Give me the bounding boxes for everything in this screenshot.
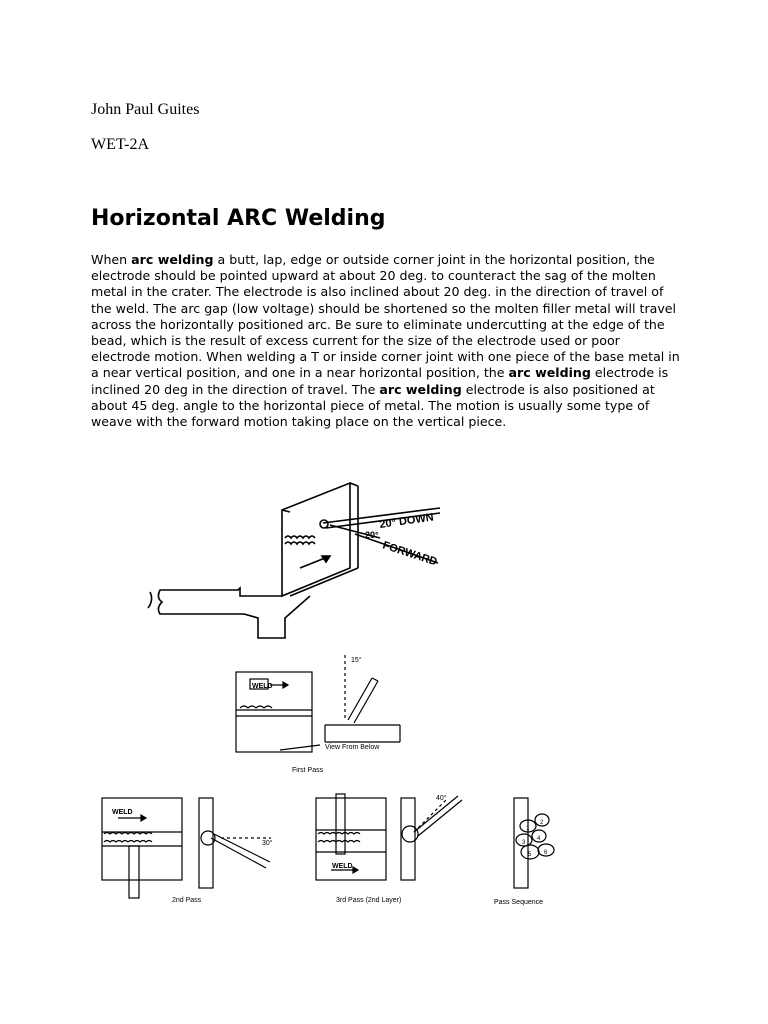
body-paragraph xyxy=(91,252,681,430)
label-20-down: 20° DOWN xyxy=(378,511,435,531)
weld-label-mid: WELD xyxy=(332,863,353,870)
weld-label-left: WELD xyxy=(112,809,133,816)
pass-number: 3 xyxy=(522,840,526,846)
text-run: electrode is inclined 20 deg in the direction of travel. The xyxy=(91,365,669,397)
course-code: WET-2A xyxy=(91,136,150,153)
weld-label: WELD xyxy=(252,683,273,690)
figure-passes xyxy=(96,790,566,915)
caption-first-pass: First Pass xyxy=(292,767,324,774)
figure-first-pass xyxy=(230,650,420,775)
pass-number: 2 xyxy=(540,820,544,826)
caption-second-pass: 2nd Pass xyxy=(172,897,202,904)
pass-number: 6 xyxy=(544,850,548,856)
bold-term: arc welding xyxy=(131,252,214,267)
figure-t-joint xyxy=(140,468,460,658)
text-run: electrode is also positioned at about 45 deg. angle to the horizontal piece of metal. The motion is usually some type of weave with the forward motion taking place on the vertical piece. xyxy=(91,381,655,430)
author-name: John Paul Guites xyxy=(91,101,200,118)
view-label: View From Below xyxy=(325,744,380,751)
text-run: When xyxy=(91,252,132,267)
angle-30: 30° xyxy=(262,840,273,847)
bold-term: arc welding xyxy=(379,381,462,397)
bold-term: arc welding xyxy=(508,365,591,381)
page-title: Horizontal ARC Welding xyxy=(91,206,386,231)
pass-number: 5 xyxy=(528,852,532,858)
text-run: a butt, lap, edge or outside corner joint in the horizontal position, the electrode should be pointed upward at about 20 deg. to counteract the sag of the molten metal in the crater. The electrode is also inclined about 20 deg. in the direction of travel of the weld. The arc gap (low voltage) should be shortened so the molten filler metal will travel across the horizontally positioned arc. Be sure to eliminate undercutting at the edge of the bead, which is the result of excess current for the size of the electrode used or poor electrode motion. When welding a T or inside corner joint with one piece of the base metal in a near vertical position, and one in a near horizontal position, the xyxy=(91,252,680,381)
pass-number: 4 xyxy=(537,836,541,842)
label-20-deg: 20° xyxy=(365,530,379,540)
pass-number: 1 xyxy=(526,826,530,832)
angle-40: 40° xyxy=(436,795,447,802)
label-forward: FORWARD xyxy=(381,539,439,569)
caption-pass-sequence: Pass Sequence xyxy=(494,899,544,906)
angle-15: 15° xyxy=(351,657,362,664)
caption-third-pass: 3rd Pass (2nd Layer) xyxy=(336,897,402,904)
